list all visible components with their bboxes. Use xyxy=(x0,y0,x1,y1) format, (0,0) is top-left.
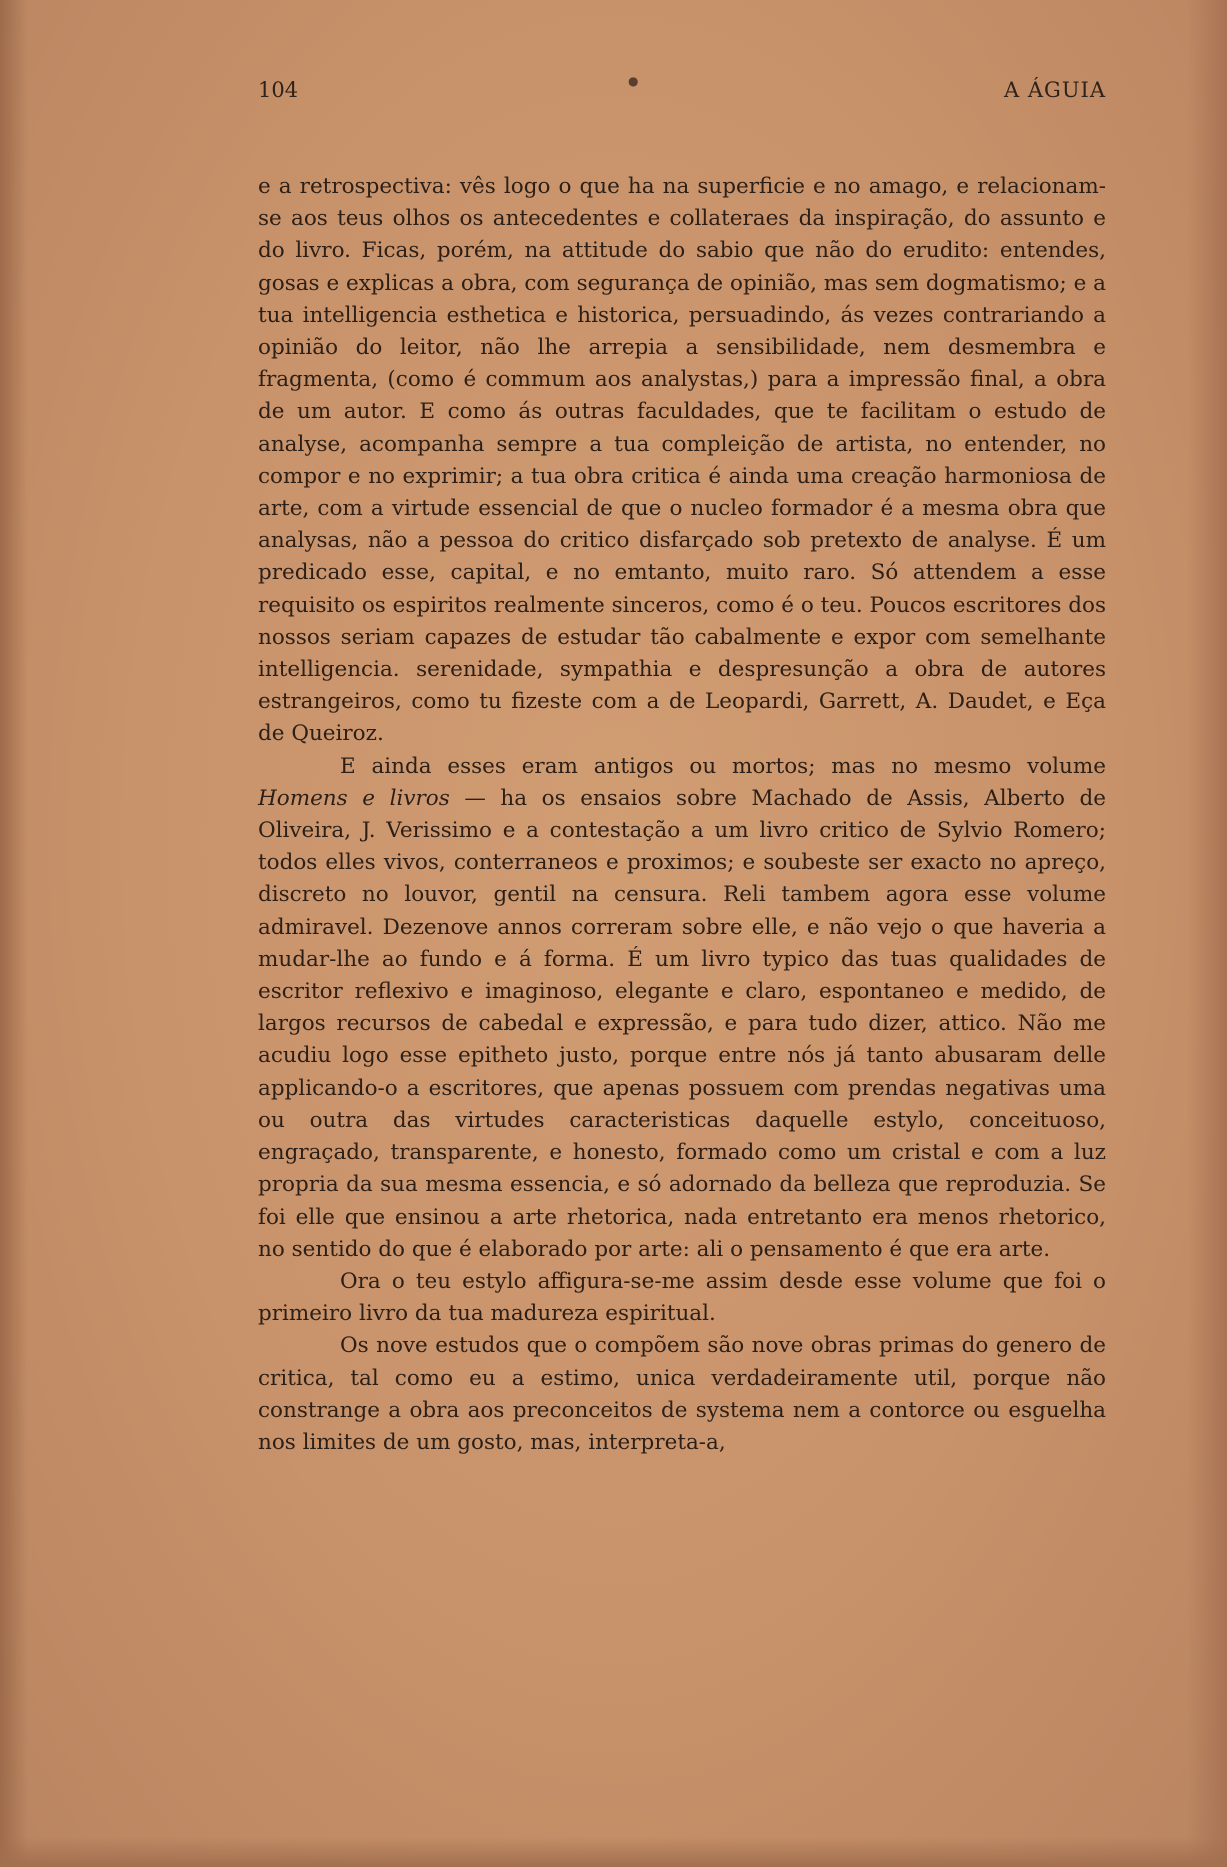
paragraph: e a retrospectiva: vês logo o que ha na superficie e no amago, e relacionam-se aos teus olhos os antecedentes e collateraes da inspiração, do assunto e do livro. Ficas, porém, na attitude do sabio que não do erudito: entendes, gosas e explicas a obra, com segurança de opinião, mas sem dogmatismo; e a tua intelligencia esthetica e historica, persuadindo, ás vezes contrariando a opinião do leitor, não lhe arrepia a sensibilidade, nem desmembra e fragmenta, (como é commum aos analystas,) para a impressão final, a obra de um autor. E como ás outras faculdades, que te facilitam o estudo de analyse, acompanha sempre a tua compleição de artista, no entender, no compor e no exprimir; a tua obra critica é ainda uma creação harmoniosa de arte, com a virtude essencial de que o nucleo formador é a mesma obra que analysas, não a pessoa do critico disfarçado sob pretexto de analyse. É um predicado esse, capital, e no emtanto, muito raro. Só attendem a esse requisito os espiritos realmente sinceros, como é o teu. Poucos escritores dos nossos seriam capazes de estudar tão cabalmente e expor com semelhante intelligencia. serenidade, sympathia e despresunção a obra de autores estrangeiros, como tu fizeste com a de Leopardi, Garrett, A. Daudet, e Eça de Queiroz. xyxy=(258,174,1106,747)
book-title: Homens e livros xyxy=(258,785,450,811)
page-edge-shadow-right xyxy=(1187,0,1227,1867)
body-text xyxy=(258,171,1106,1459)
page-number: 104 xyxy=(258,78,299,102)
paragraph: Os nove estudos que o compõem são nove obras primas do genero de critica, tal como eu a estimo, unica verdadeiramente util, porque não constrange a obra aos preconceitos de systema nem a contorce ou esguelha nos limites de um gosto, mas, interpreta-a, xyxy=(258,1333,1106,1455)
page-edge-shadow-left xyxy=(0,0,28,1867)
page-edge-shadow-bottom xyxy=(0,1837,1227,1867)
paragraph: Ora o teu estylo affigura-se-me assim desde esse volume que foi o primeiro livro da tua madureza espiritual. xyxy=(258,1268,1106,1327)
running-title: A ÁGUIA xyxy=(1004,78,1106,102)
paragraph xyxy=(258,751,1106,1266)
paragraph-text: — ha os ensaios sobre Machado de Assis, Alberto de Oliveira, J. Verissimo e a contestação a um livro critico de Sylvio Romero; todos elles vivos, conterraneos e proximos; e soubeste ser exacto no apreço, discreto no louvor, gentil na censura. Reli tambem agora esse volume admiravel. Dezenove annos correram sobre elle, e não vejo o que haveria a mudar-lhe ao fundo e á forma. É um livro typico das tuas qualidades de escritor reflexivo e imaginoso, elegante e claro, espontaneo e medido, de largos recursos de cabedal e expressão, e para tudo dizer, attico. Não me acudiu logo esse epitheto justo, porque entre nós já tanto abusaram delle applicando-o a escritores, que apenas possuem com prendas negativas uma ou outra das virtudes caracteristicas daquelle estylo, conceituoso, engraçado, transparente, e honesto, formado como um cristal e com a luz propria da sua mesma essencia, e só adornado da belleza que reproduzia. Se foi elle que ensinou a arte rhetorica, nada entretanto era menos rhetorico, no sentido do que é elaborado por arte: ali o pensamento é que era arte. xyxy=(258,785,1107,1262)
ornament-dot-icon: ● xyxy=(628,74,639,88)
paragraph-text: E ainda esses eram antigos ou mortos; mas no mesmo volume xyxy=(340,753,1106,779)
page-header xyxy=(258,74,1106,108)
